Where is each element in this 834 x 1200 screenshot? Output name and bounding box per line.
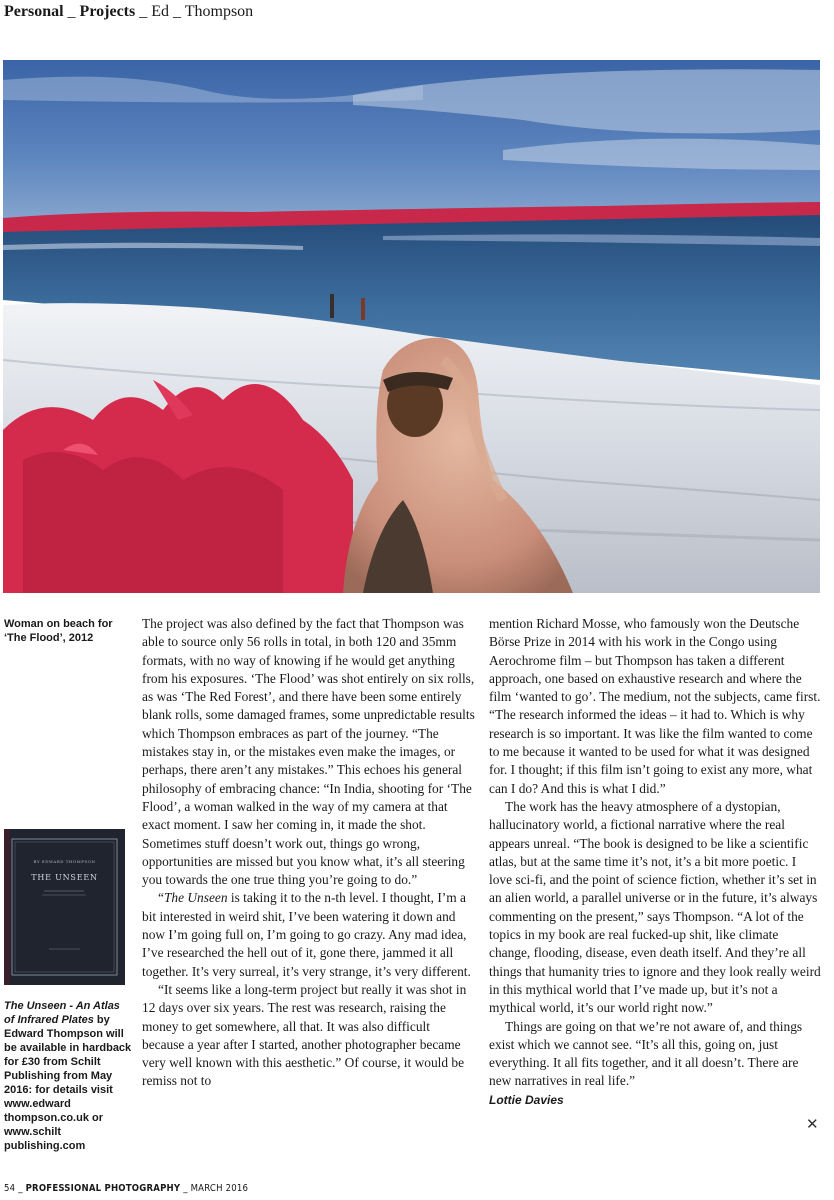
footer-separator: _: [180, 1183, 191, 1194]
book-cover-author: BY EDWARD THOMPSON: [33, 859, 96, 864]
byline-author: Lottie Davies: [489, 1092, 564, 1107]
book-caption: [4, 999, 132, 1153]
article-paragraph: The project was also defined by the fact that Thompson was able to source only 56 rolls in total, in both 120 and 35mm formats, with no way of knowing if he would get anything from his exposures. ‘The Flood’ was shot entirely on six rolls, as was ‘The Red Forest’, and there have been some entirely blank rolls, some damaged frames, some unpredictable results which Thompson embraces as part of the journey. “The mistakes stay in, or the mistakes even make the images, or perhaps, there aren’t any mistakes.” This echoes his general philosophy of embracing chance: “In India, shooting for ‘The Flood’, a woman walked in the way of my camera at that exact moment. I saw her coming in, it made the shot. Sometimes stuff doesn’t work out, things go wrong, opportunities are missed but you know what, it’s all steering you towards the one true thing you’re going to do.”: [142, 616, 475, 888]
article-byline: [489, 1091, 821, 1109]
article-paragraph: [142, 889, 475, 980]
header-separator: _: [169, 3, 185, 20]
book-title-inline: The Unseen: [163, 890, 228, 906]
magazine-name: PROFESSIONAL PHOTOGRAPHY: [25, 1183, 181, 1194]
page-footer: [4, 1183, 248, 1194]
end-of-article-icon: ✕: [806, 1115, 819, 1133]
photo-caption: Woman on beach for ‘The Flood’, 2012: [4, 618, 113, 644]
article-paragraph: mention Richard Mosse, who famously won the Deutsche Börse Prize in 2014 with his work in the Congo using Aerochrome film – but Thompson has taken a different approach, one based on exhaustive research and where the film ‘wanted to go’. The medium, not the subjects, came first. “The research informed the ideas – it had to. Which is why research is so important. It was like the film wanted to come to me because it wanted to be used for what it was designed for. I thought; if this film isn’t going to exist any more, what can I do? And this is what I did.”: [489, 616, 821, 796]
article-paragraph: Things are going on that we’re not aware of, and things exist which we cannot see. “It’s all this, going on, just everything. It all fits together, and it all doesn’t. There are new narratives in real life.”: [489, 1018, 803, 1089]
issue-date: MARCH 2016: [190, 1183, 249, 1194]
header-first-name: Ed: [151, 3, 169, 20]
article-paragraph: The work has the heavy atmosphere of a dystopian, hallucinatory world, a fictional narrative where the real appears unreal. “The book is designed to be like a scientific atlas, but at the same time it’s not, it’s a bit more poetic. I love sci-fi, and the point of science fiction, whether it’s set in an alien world, a parallel universe or in the future, it’s always commenting on the present,” says Thompson. “A lot of the topics in my book are real fucked-up shit, like climate change, flooding, disease, even death itself. And they’re all things that humanity tries to ignore and they look really weird in this mythical world that I’ve made up, but it’s not a mythical world, it’s our world right now.”: [489, 798, 821, 1016]
article-column-1: [142, 615, 475, 1091]
book-cover-title: THE UNSEEN: [31, 873, 98, 882]
header-section: Personal: [4, 3, 64, 20]
article-column-2: [489, 615, 821, 1109]
header-separator: _: [135, 3, 152, 20]
page-header: [4, 3, 253, 21]
header-separator: _: [63, 3, 80, 20]
book-caption-text: by Edward Thompson will be available in hardback for £30 from Schilt Publishing from May 2016: for details visit www.edward thompson.co.uk or www.schilt publishing.com: [4, 1014, 132, 1152]
book-title: The Unseen - An Atlas of Infrared Plates: [4, 1000, 120, 1026]
page-number: 54: [4, 1183, 16, 1194]
main-photo: [3, 60, 820, 593]
book-cover: [4, 829, 125, 985]
distant-figure: [330, 294, 334, 318]
article-paragraph: “It seems like a long-term project but really it was shot in 12 days over six years. The rest was research, raising the money to get somewhere, all that. It was also difficult because a year after I started, another photographer became very well known with this aesthetic.” Of course, it would be remiss not to: [142, 981, 467, 1089]
footer-separator: _: [15, 1183, 26, 1194]
paragraph-text: is taking it to the n-th level. I thought, I’m a bit interested in weird shit, I’ve been watering it down and now I’m going full on, I’m going to go crazy. Any mad idea, I’ve researched the hell out of it, gone there, jammed it all together. It’s very surreal, it’s very strange, it’s very different.: [142, 890, 471, 979]
distant-figure: [361, 298, 365, 320]
quote-mark: “: [158, 890, 164, 906]
header-last-name: Thompson: [184, 3, 254, 20]
header-subsection: Projects: [79, 3, 136, 20]
